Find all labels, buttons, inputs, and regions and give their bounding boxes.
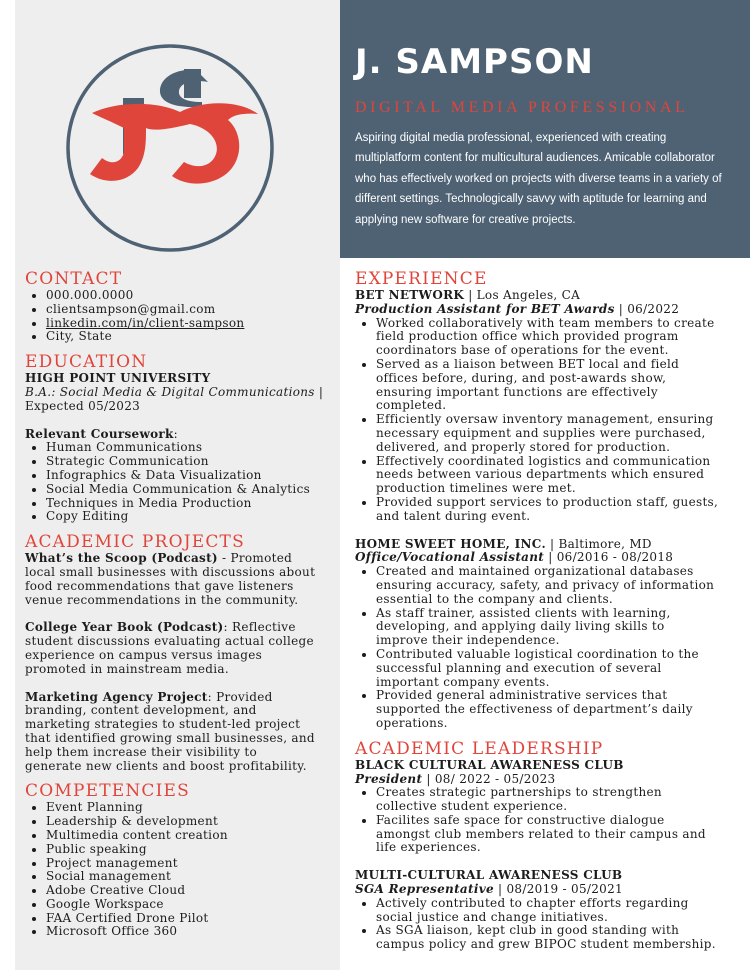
role-bcac: BLACK CULTURAL AWARENESS CLUB President | 08/ 2022 - 05/2023 Creates strategic partnerships to strengthen collective student experience. Facilites safe space for constructive dialogue amongst club members related to their campus and life experiences. (355, 759, 740, 856)
list-item: As staff trainer, assisted clients with learning, developing, and applying daily living skills to improve their independence. (355, 607, 740, 648)
linkedin-link[interactable]: linkedin.com/in/client-sampson (46, 315, 245, 330)
list-item: FAA Certified Drone Pilot (25, 912, 333, 926)
list-item: Provided support services to production staff, guests, and talent during event. (355, 496, 740, 524)
list-item: Creates strategic partnerships to strengthen collective student experience. (355, 786, 740, 814)
role-mcac: MULTI-CULTURAL AWARENESS CLUB SGA Representative | 08/2019 - 05/2021 Actively contributed to chapter efforts regarding social justice and change initiatives. As SGA liaison, kept club in good standing with campus policy and grew BIPOC student membership. (355, 869, 740, 952)
profile-summary: Aspiring digital media professional, experienced with creating multiplatform content for multicultural audiences. Amicable collaborator who has effectively worked on projects with diverse teams in a variety of different settings. Technologically savvy with aptitude for learning and applying new software for creative projects. (355, 132, 722, 226)
list-item: Event Planning (25, 801, 333, 815)
list-item: Worked collaboratively with team members to create field production office which provided program coordinators base of operations for the event. (355, 317, 740, 358)
list-item: Human Communications (25, 441, 333, 455)
list-item: Contributed valuable logistical coordination to the successful planning and execution of several important company events. (355, 648, 740, 689)
list-item: Leadership & development (25, 815, 333, 829)
list-item: Facilites safe space for constructive dialogue amongst club members related to their campus and life experiences. (355, 814, 740, 855)
project-scoop: What’s the Scoop (Podcast) - Promoted local small businesses with discussions about food recommendations that gave listeners venue recommendations in the community. (25, 551, 316, 607)
list-item: Strategic Communication (25, 455, 333, 469)
list-item: Multimedia content creation (25, 829, 333, 843)
professional-title: DIGITAL MEDIA PROFESSIONAL (355, 99, 689, 116)
leadership-heading: ACADEMIC LEADERSHIP (355, 738, 604, 759)
list-item: Microsoft Office 360 (25, 925, 333, 939)
coursework-list (25, 441, 333, 524)
right-column (355, 270, 740, 952)
list-item: Project management (25, 857, 333, 871)
contact-email[interactable]: clientsampson@gmail.com (25, 303, 333, 317)
list-item: Public speaking (25, 843, 333, 857)
school-name: HIGH POINT UNIVERSITY (25, 371, 211, 386)
list-item: Effectively coordinated logistics and communication needs between various departments which ensured production timelines were met. (355, 455, 740, 496)
contact-location: City, State (25, 330, 333, 344)
project-marketing: Marketing Agency Project: Provided branding, content development, and marketing strategies to student-led project that identified growing small businesses, and help them increase their visibility to generate new clients and boost profitability. (25, 689, 315, 773)
coursework-label: Relevant Coursework: (25, 426, 179, 441)
list-item: Social management (25, 870, 333, 884)
academic-projects-heading: ACADEMIC PROJECTS (25, 532, 245, 553)
list-item: Actively contributed to chapter efforts regarding social justice and change initiatives. (355, 897, 740, 925)
list-item: As SGA liaison, kept club in good standing with campus policy and grew BIPOC student membership. (355, 924, 740, 952)
contact-linkedin[interactable] (25, 317, 333, 331)
job-home-sweet-home: HOME SWEET HOME, INC. | Baltimore, MD Office/Vocational Assistant | 06/2016 - 08/2018 Created and maintained organizational databases ensuring accuracy, safety, and privacy of information essential to the company and clients. As staff trainer, assisted clients with learning, developing, and applying daily living skills to improve their independence. Contributed valuable logistical coordination to the successful planning and execution of several important company events. Provided general administrative services that supported the effectiveness of department’s daily operations. (355, 538, 740, 731)
contact-phone: 000.000.0000 (25, 289, 333, 303)
list-item: Social Media Communication & Analytics (25, 483, 333, 497)
candidate-name: J. SAMPSON (355, 42, 594, 82)
list-item: Served as a liaison between BET local and field offices before, during, and post-awards show, ensuring important functions are effectively completed. (355, 358, 740, 413)
list-item: Google Workspace (25, 898, 333, 912)
list-item: Infographics & Data Visualization (25, 469, 333, 483)
job-bet-network: BET NETWORK | Los Angeles, CA Production Assistant for BET Awards | 06/2022 Worked collaboratively with team members to create field production office which provided program coordinators base of operations for the event. Served as a liaison between BET local and field offices before, during, and post-awards show, ensuring important functions are effectively completed. Efficiently oversaw inventory management, ensuring necessary equipment and supplies were purchased, delivered, and properly stored for production. Effectively coordinated logistics and communication needs between various departments which ensured production timelines were met. Provided support services to production staff, guests, and talent during event. (355, 289, 740, 524)
contact-list (25, 289, 333, 344)
list-item: Created and maintained organizational databases ensuring accuracy, safety, and privacy of information essential to the company and clients. (355, 565, 740, 606)
expected-date: Expected 05/2023 (25, 398, 141, 413)
list-item: Provided general administrative services that supported the effectiveness of department’s daily operations. (355, 689, 740, 730)
degree-line: B.A.: Social Media & Digital Communications | (25, 384, 324, 399)
competencies-list (25, 801, 333, 939)
experience-heading: EXPERIENCE (355, 269, 488, 289)
competencies-heading: COMPETENCIES (25, 781, 191, 802)
list-item: Efficiently oversaw inventory management, ensuring necessary equipment and supplies were purchased, delivered, and properly stored for production. (355, 413, 740, 454)
contact-heading: CONTACT (25, 269, 123, 289)
education-heading: EDUCATION (25, 352, 148, 373)
left-column (25, 270, 333, 939)
js-monogram-logo (50, 42, 290, 254)
list-item: Copy Editing (25, 510, 333, 524)
list-item: Techniques in Media Production (25, 497, 333, 511)
project-yearbook: College Year Book (Podcast): Reflective student discussions evaluating actual college experience on campus versus images promoted in mainstream media. (25, 620, 314, 676)
list-item: Adobe Creative Cloud (25, 884, 333, 898)
